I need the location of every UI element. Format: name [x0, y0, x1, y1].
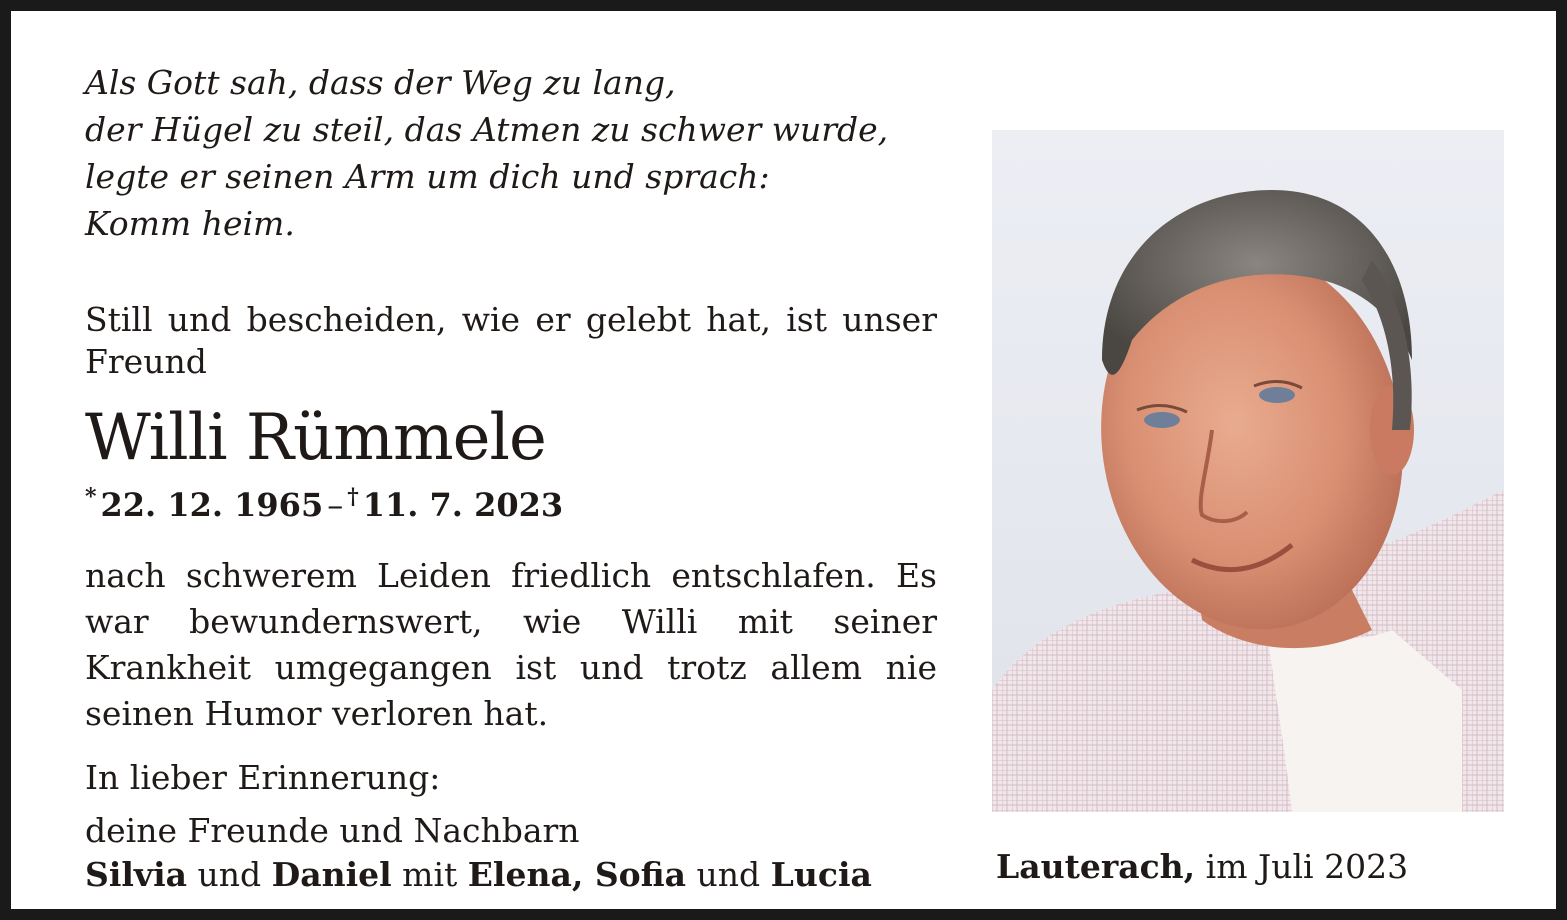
intro-text: Still und bescheiden, wie er gelebt hat, ist unser Freund	[85, 300, 937, 381]
text-column	[85, 59, 937, 897]
death-mark: †	[347, 484, 359, 510]
mourner-name: Lucia	[770, 855, 872, 894]
portrait-illustration	[992, 130, 1504, 812]
mourner-name: Silvia	[85, 855, 187, 894]
mourner-name: Daniel	[271, 855, 392, 894]
deceased-name: Willi Rümmele	[85, 401, 546, 475]
verse: Als Gott sah, dass der Weg zu lang, der Hügel zu steil, das Atmen zu schwer wurde, legte er seinen Arm um dich und sprach: Komm heim.	[85, 63, 889, 243]
connector: mit	[391, 855, 468, 894]
birth-mark: *	[85, 484, 97, 510]
mourner-names	[85, 853, 937, 897]
memory-line: In lieber Erinnerung:	[85, 758, 441, 797]
connector: und	[187, 855, 272, 894]
death-date: 11. 7. 2023	[362, 486, 564, 524]
family-line: deine Freunde und Nachbarn	[85, 811, 580, 850]
place-town: Lauterach,	[996, 847, 1196, 886]
date-dash: –	[327, 486, 344, 524]
life-dates	[85, 477, 937, 525]
portrait-photo	[992, 130, 1504, 812]
mourner-name: Elena, Sofia	[467, 855, 687, 894]
place-month: im Juli 2023	[1195, 847, 1409, 886]
place-date	[996, 847, 1408, 887]
body-text: nach schwerem Leiden friedlich entschlafen. Es war bewundernswert, wie Willi mit seiner Krankheit umgegangen ist und trotz allem nie seinen Humor verloren hat.	[85, 556, 937, 733]
birth-date: 22. 12. 1965	[100, 486, 324, 524]
connector: und	[686, 855, 771, 894]
